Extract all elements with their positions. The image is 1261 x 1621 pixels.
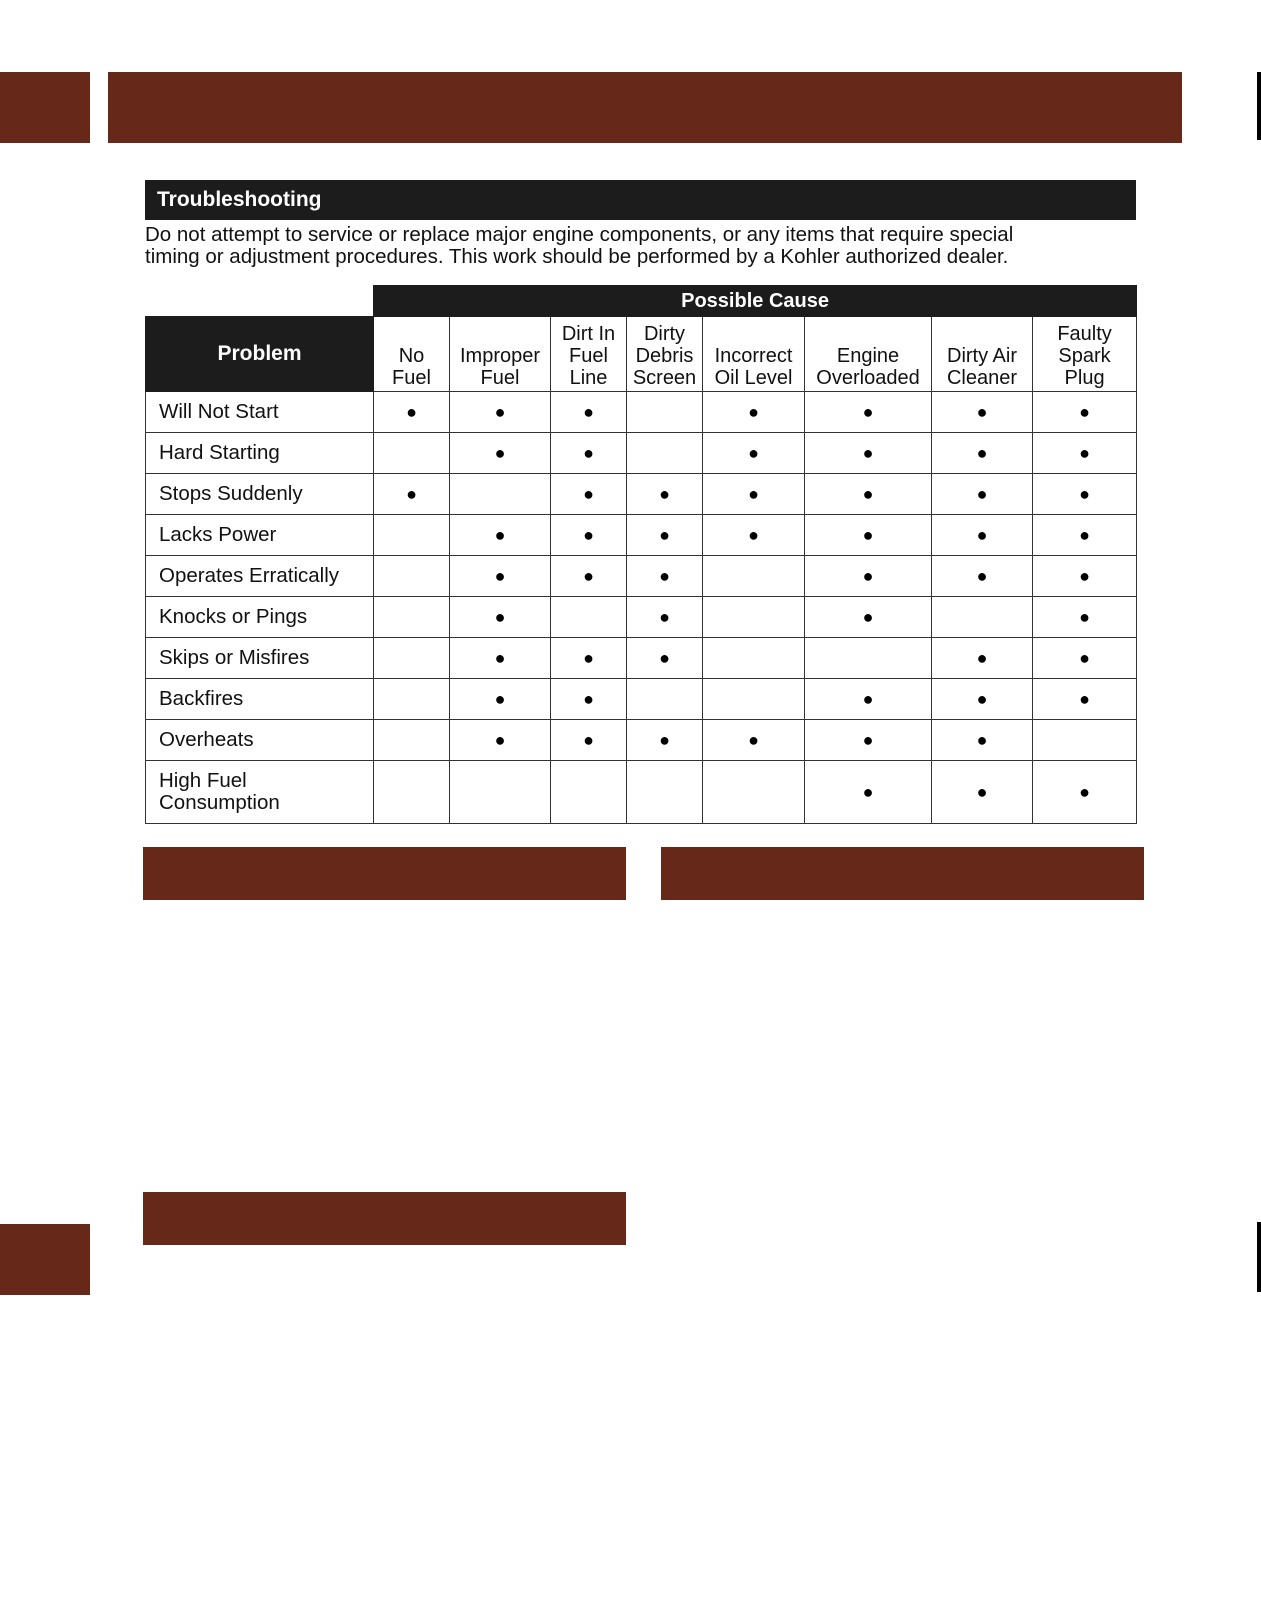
cause-header-row [146,317,1137,392]
cause-cell [805,761,932,824]
bullet-dot-icon: ● [659,606,670,627]
bullet-dot-icon: ● [976,565,988,586]
cause-cell [450,433,551,474]
problem-cell [146,720,374,761]
problem-cell [146,433,374,474]
cause-header-line: Dirty [643,323,686,345]
cause-cell [627,761,703,824]
cause-cell [551,433,627,474]
bullet-dot-icon: ● [976,401,988,422]
cause-cell [374,556,450,597]
cause-header-6 [932,317,1033,392]
problem-label: Hard Starting [159,441,280,464]
cause-cell [551,679,627,720]
cause-cell [450,556,551,597]
cause-cell [1033,638,1137,679]
group-header-row [146,286,1137,317]
cause-header-line: Overloaded [816,367,920,389]
bullet-dot-icon: ● [862,606,874,627]
cause-header-5 [805,317,932,392]
blank-corner-cell [146,286,374,317]
bullet-dot-icon: ● [976,524,988,545]
cause-cell [551,638,627,679]
bullet-dot-icon: ● [583,524,594,545]
cause-header-line: Cleaner [946,367,1018,389]
problem-cell [146,597,374,638]
cause-cell [551,720,627,761]
cause-cell [627,556,703,597]
cause-header-line: Plug [1064,367,1105,389]
bullet-dot-icon: ● [1079,401,1090,422]
bullet-dot-icon: ● [862,688,874,709]
cause-cell [450,515,551,556]
troubleshooting-table-container [145,285,1136,824]
bullet-dot-icon: ● [583,688,594,709]
table-row [146,392,1137,433]
bullet-dot-icon: ● [862,442,874,463]
intro-line-1: Do not attempt to service or replace major engine components, or any items that require special [145,223,1014,246]
problem-column-header: Problem [146,317,374,392]
cause-cell [374,597,450,638]
cause-cell [450,392,551,433]
cause-header-line: No [398,345,425,367]
cause-header-3 [627,317,703,392]
problem-label: Will Not Start [159,400,279,423]
cause-header-line: Screen [632,367,697,389]
cause-header-0 [374,317,450,392]
cause-cell [374,474,450,515]
cause-header-line: Faulty [1057,323,1112,345]
cause-cell [932,474,1033,515]
cause-cell [1033,761,1137,824]
heading-bar-lower-left [143,1192,626,1245]
cause-cell [1033,474,1137,515]
cause-cell [805,433,932,474]
section-title: Troubleshooting [145,180,1136,220]
cause-cell [450,474,551,515]
table-row [146,638,1137,679]
cause-cell [805,556,932,597]
cause-cell [1033,515,1137,556]
cause-cell [703,433,805,474]
bullet-dot-icon: ● [748,483,759,504]
bullet-dot-icon: ● [659,729,670,750]
table-row [146,720,1137,761]
cause-cell [703,515,805,556]
troubleshooting-table [145,285,1137,824]
table-row [146,474,1137,515]
problem-label: High Fuel [159,769,247,792]
cause-cell [703,556,805,597]
table-row [146,761,1137,824]
cause-cell [805,679,932,720]
cause-cell [551,515,627,556]
cause-header-2 [551,317,627,392]
cause-header-4 [703,317,805,392]
tab-marker-top-left [0,72,90,143]
cause-cell [627,433,703,474]
cause-cell [450,761,551,824]
bullet-dot-icon: ● [583,442,594,463]
cause-header-line: Line [569,367,608,389]
cause-cell [805,720,932,761]
bullet-dot-icon: ● [1079,524,1090,545]
cause-cell [1033,433,1137,474]
cause-header-line: Improper [459,345,541,367]
cause-cell [932,515,1033,556]
problem-cell [146,638,374,679]
cause-cell [551,761,627,824]
problem-label: Skips or Misfires [159,646,310,669]
heading-bar-right [661,847,1144,900]
problem-cell [146,515,374,556]
cause-cell [932,392,1033,433]
cause-cell [1033,597,1137,638]
cause-cell [703,392,805,433]
cause-cell [932,433,1033,474]
bullet-dot-icon: ● [862,729,874,750]
problem-cell [146,392,374,433]
bullet-dot-icon: ● [659,565,670,586]
problem-label: Consumption [159,791,280,814]
cause-cell [703,720,805,761]
cause-cell [627,597,703,638]
cause-cell [450,720,551,761]
cause-cell [703,474,805,515]
bullet-dot-icon: ● [494,729,506,750]
cause-cell [551,392,627,433]
bullet-dot-icon: ● [406,483,417,504]
cause-header-line: Oil Level [714,367,793,389]
bullet-dot-icon: ● [1079,781,1090,802]
problem-label: Operates Erratically [159,564,340,587]
cause-header-line: Fuel [480,367,520,389]
bullet-dot-icon: ● [406,401,417,422]
bullet-dot-icon: ● [659,524,670,545]
table-row [146,556,1137,597]
cause-cell [374,515,450,556]
cause-cell [932,679,1033,720]
bullet-dot-icon: ● [494,524,506,545]
cause-cell [374,679,450,720]
cause-cell [703,761,805,824]
cause-header-line: Fuel [569,345,608,367]
cause-header-1 [450,317,551,392]
cause-cell [703,597,805,638]
bullet-dot-icon: ● [583,401,594,422]
cause-cell [805,597,932,638]
cause-header-line: Fuel [392,367,431,389]
cause-header-line: Incorrect [714,345,793,367]
bullet-dot-icon: ● [976,442,988,463]
cause-header-line: Dirt In [561,323,616,345]
bullet-dot-icon: ● [862,524,874,545]
bullet-dot-icon: ● [862,565,874,586]
cause-cell [1033,392,1137,433]
bullet-dot-icon: ● [976,483,988,504]
cause-cell [374,638,450,679]
cause-cell [805,474,932,515]
cause-cell [450,679,551,720]
table-row [146,597,1137,638]
edge-mark-top-right [1257,72,1261,140]
bullet-dot-icon: ● [494,565,506,586]
bullet-dot-icon: ● [976,781,988,802]
table-row [146,433,1137,474]
cause-cell [627,515,703,556]
bullet-dot-icon: ● [494,688,506,709]
table-body [146,392,1137,824]
intro-paragraph [145,224,1145,268]
cause-cell [932,720,1033,761]
bullet-dot-icon: ● [583,483,594,504]
cause-cell [627,679,703,720]
cause-cell [1033,556,1137,597]
problem-label: Stops Suddenly [159,482,303,505]
problem-label: Overheats [159,728,254,751]
cause-cell [932,597,1033,638]
top-banner-bar [108,72,1182,143]
cause-cell [805,392,932,433]
possible-cause-header: Possible Cause [374,286,1137,317]
bullet-dot-icon: ● [976,647,988,668]
cause-header-line: Engine [836,345,900,367]
problem-cell [146,556,374,597]
bullet-dot-icon: ● [1079,483,1090,504]
cause-cell [1033,720,1137,761]
bullet-dot-icon: ● [748,729,759,750]
bullet-dot-icon: ● [1079,688,1090,709]
cause-cell [374,392,450,433]
table-row [146,515,1137,556]
cause-cell [450,597,551,638]
cause-cell [703,638,805,679]
cause-cell [374,761,450,824]
cause-cell [932,761,1033,824]
bullet-dot-icon: ● [1079,442,1090,463]
bullet-dot-icon: ● [659,647,670,668]
intro-line-2: timing or adjustment procedures. This work should be performed by a Kohler authorized dealer. [145,245,1009,268]
heading-bar-left [143,847,626,900]
cause-cell [627,638,703,679]
cause-cell [627,720,703,761]
cause-cell [805,515,932,556]
bullet-dot-icon: ● [494,401,506,422]
cause-cell [374,720,450,761]
bullet-dot-icon: ● [862,781,874,802]
cause-cell [932,556,1033,597]
bullet-dot-icon: ● [1079,647,1090,668]
bullet-dot-icon: ● [748,401,759,422]
bullet-dot-icon: ● [748,442,759,463]
problem-cell [146,761,374,824]
problem-label: Backfires [159,687,244,710]
tab-marker-bottom-left [0,1224,90,1295]
problem-cell [146,679,374,720]
problem-label: Knocks or Pings [159,605,308,628]
problem-cell [146,474,374,515]
cause-cell [374,433,450,474]
cause-cell [1033,679,1137,720]
bullet-dot-icon: ● [1079,565,1090,586]
bullet-dot-icon: ● [494,606,506,627]
bullet-dot-icon: ● [976,729,988,750]
bullet-dot-icon: ● [583,647,594,668]
cause-header-7 [1033,317,1137,392]
cause-cell [450,638,551,679]
cause-cell [551,597,627,638]
bullet-dot-icon: ● [494,647,506,668]
bullet-dot-icon: ● [494,442,506,463]
bullet-dot-icon: ● [583,565,594,586]
edge-mark-bottom-right [1257,1222,1261,1292]
cause-cell [805,638,932,679]
cause-cell [551,474,627,515]
cause-header-line: Debris [635,345,694,367]
problem-label: Lacks Power [159,523,277,546]
cause-header-line: Spark [1058,345,1111,367]
bullet-dot-icon: ● [748,524,759,545]
cause-cell [703,679,805,720]
bullet-dot-icon: ● [862,483,874,504]
bullet-dot-icon: ● [659,483,670,504]
cause-cell [627,392,703,433]
cause-cell [551,556,627,597]
cause-header-line: Dirty Air [947,345,1017,367]
table-row [146,679,1137,720]
cause-cell [932,638,1033,679]
bullet-dot-icon: ● [583,729,594,750]
bullet-dot-icon: ● [976,688,988,709]
bullet-dot-icon: ● [1079,606,1090,627]
bullet-dot-icon: ● [862,401,874,422]
cause-cell [627,474,703,515]
